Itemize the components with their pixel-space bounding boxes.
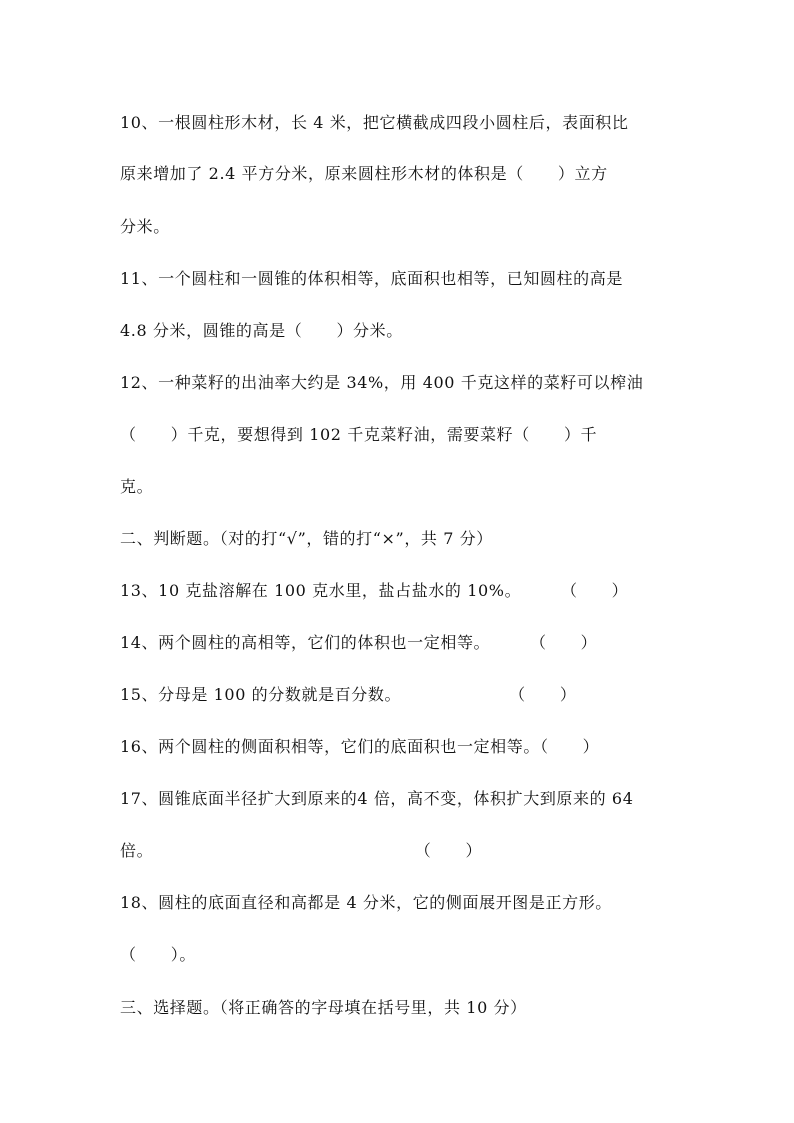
q17-line-2: 倍。 （ ）	[120, 841, 483, 860]
q11-line-2: 4.8 分米，圆锥的高是（ ）分米。	[120, 321, 403, 340]
section-3-heading: 三、选择题。（将正确答的字母填在括号里，共 10 分）	[120, 998, 527, 1017]
q11-line-1: 11、一个圆柱和一圆锥的体积相等，底面积也相等，已知圆柱的高是	[120, 269, 623, 288]
q15-line: 15、分母是 100 的分数就是百分数。 （ ）	[120, 685, 577, 704]
q18-line-2: （ ）。	[120, 945, 196, 964]
q10-line-3: 分米。	[120, 217, 170, 236]
q18-line-1: 18、圆柱的底面直径和高都是 4 分米，它的侧面展开图是正方形。	[120, 893, 612, 912]
q10-line-2: 原来增加了 2.4 平方分米，原来圆柱形木材的体积是（ ）立方	[120, 164, 608, 183]
q12-line-2: （ ）千克，要想得到 102 千克菜籽油，需要菜籽（ ）千	[120, 425, 598, 444]
q12-line-3: 克。	[120, 477, 154, 496]
q14-line: 14、两个圆柱的高相等，它们的体积也一定相等。 （ ）	[120, 633, 598, 652]
q16-line: 16、两个圆柱的侧面积相等，它们的底面积也一定相等。（ ）	[120, 737, 600, 756]
q17-line-1: 17、圆锥底面半径扩大到原来的4 倍，高不变，体积扩大到原来的 64	[120, 789, 634, 808]
q10-line-1: 10、一根圆柱形木材，长 4 米，把它横截成四段小圆柱后，表面积比	[120, 113, 629, 132]
q13-line: 13、10 克盐溶解在 100 克水里，盐占盐水的 10%。 （ ）	[120, 581, 629, 600]
section-2-heading: 二、判断题。（对的打“√”，错的打“×”，共 7 分）	[120, 529, 493, 548]
q12-line-1: 12、一种菜籽的出油率大约是 34%，用 400 千克这样的菜籽可以榨油	[120, 373, 644, 392]
